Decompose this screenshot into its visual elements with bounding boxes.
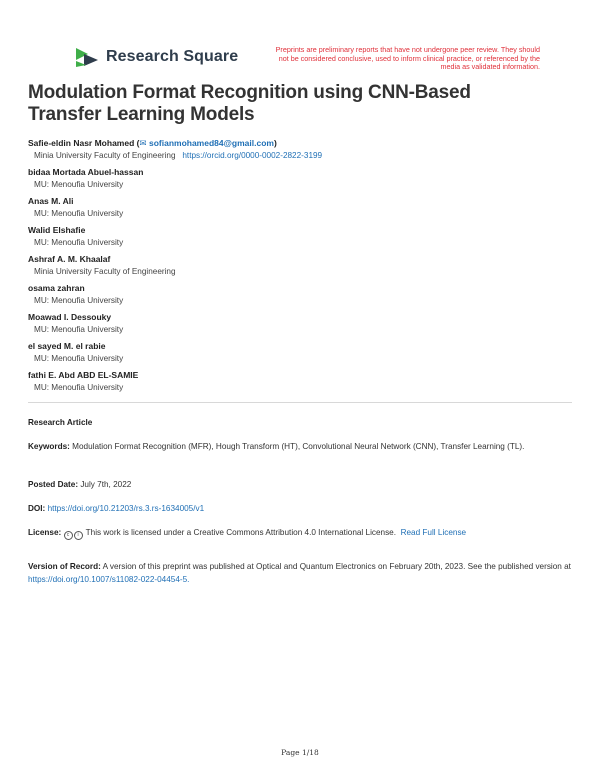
section-divider [28,402,572,403]
email-icon: ✉ [139,138,147,148]
author-name: Ashraf A. M. Khaalaf [28,254,111,264]
author-affiliation: MU: Menoufia University [34,325,124,334]
author-affiliation: MU: Menoufia University [34,180,124,189]
license-label: License: [28,528,62,537]
author-affiliation: MU: Menoufia University [34,354,124,363]
author-name: Safie-eldin Nasr Mohamed (✉ sofianmohamed84@gmail.com) [28,138,277,148]
author-affiliation [28,150,588,165]
cc-license-icon: c [64,531,73,540]
author-affiliation: MU: Menoufia University [34,209,124,218]
research-square-logo-icon [74,46,100,68]
page-number: Page 1/18 [281,748,319,757]
doi-label: DOI: [28,504,46,513]
doi-link[interactable]: https://doi.org/10.21203/rs.3.rs-1634005/v1 [47,504,205,513]
article-type-label: Research Article [28,418,93,427]
version-of-record-label: Version of Record: [28,562,101,571]
keywords-value: Modulation Format Recognition (MFR), Hough Transform (HT), Convolutional Neural Network (CNN), Transfer Learning (TL). [72,442,525,451]
author-name: osama zahran [28,283,85,293]
keywords-label: Keywords: [28,442,70,451]
paper-title: Modulation Format Recognition using CNN-Based Transfer Learning Models [28,82,471,125]
preprint-disclaimer: Preprints are preliminary reports that have not undergone peer review. They should not be considered conclusive, used to inform clinical practice, or referenced by the media as validated information. [275,45,540,71]
keywords [28,440,572,453]
author-name: fathi E. Abd ABD EL-SAMIE [28,370,139,380]
author-name: bidaa Mortada Abuel-hassan [28,167,144,177]
author-name: Anas M. Ali [28,196,74,206]
author-name: Walid Elshafie [28,225,86,235]
author-name: Moawad I. Dessouky [28,312,112,322]
author-affiliation: Minia University Faculty of Engineering [34,267,176,276]
author-name: el sayed M. el rabie [28,341,106,351]
license-text: This work is licensed under a Creative Commons Attribution 4.0 International License. [85,528,397,537]
version-of-record [28,560,572,586]
brand-name-square: Square [183,48,239,65]
article-type [28,416,572,429]
author-affiliation: MU: Menoufia University [34,296,124,305]
first-author-affiliation: Minia University Faculty of Engineering [34,151,176,160]
posted-date [28,478,572,491]
license [28,526,572,540]
cc-by-icon: i [74,531,83,540]
posted-date-label: Posted Date: [28,480,79,489]
author-affiliation: MU: Menoufia University [34,238,124,247]
author-list [28,136,588,397]
doi [28,502,572,515]
page-header [0,0,600,80]
brand-name [106,48,238,66]
author-email-link[interactable]: sofianmohamed84@gmail.com [148,138,274,148]
author-affiliation: MU: Menoufia University [34,383,124,392]
first-author-name: Safie-eldin Nasr Mohamed [28,138,135,148]
version-of-record-link[interactable]: https://doi.org/10.1007/s11082-022-04454-5. [28,575,190,584]
version-of-record-text: A version of this preprint was published at Optical and Quantum Electronics on February 20th, 2023. See the published version at [102,562,571,571]
read-full-license-link[interactable]: Read Full License [400,528,467,537]
orcid-link[interactable]: https://orcid.org/0000-0002-2822-3199 [182,151,323,160]
posted-date-value: July 7th, 2022 [80,480,132,489]
research-square-logo[interactable] [74,46,238,68]
brand-name-research: Research [106,48,179,65]
